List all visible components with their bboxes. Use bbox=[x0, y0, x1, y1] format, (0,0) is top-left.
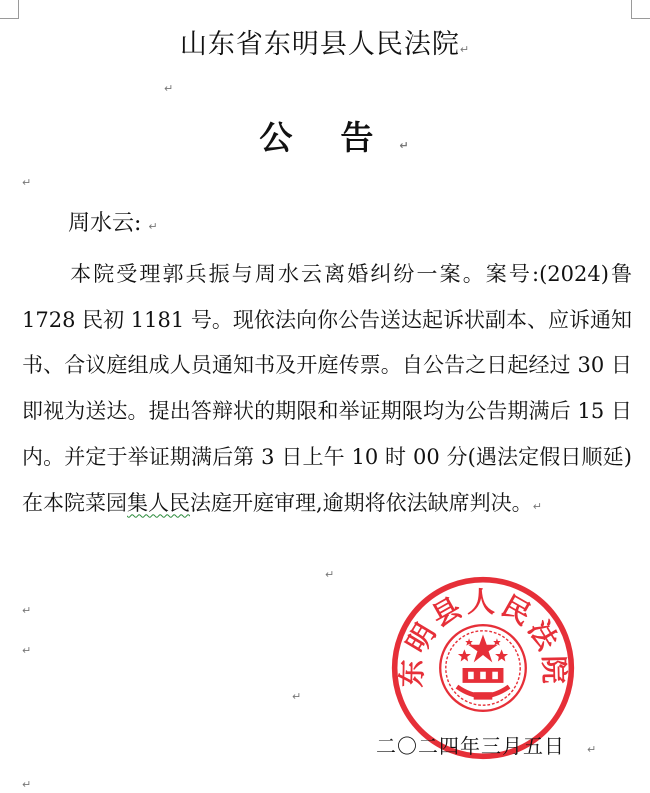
paragraph-mark: ↵ bbox=[292, 690, 302, 703]
addressee: 周水云: ↵ bbox=[68, 211, 158, 236]
seal-text: 东明县人民法院 bbox=[395, 585, 571, 688]
paragraph-mark: ↵ bbox=[22, 778, 32, 791]
notice-date: 二〇二四年三月五日 ↵ bbox=[376, 734, 598, 758]
paragraph-mark: ↵ bbox=[325, 568, 335, 581]
page-corner-mark-right bbox=[631, 0, 650, 19]
notice-heading: 公 告 ↵ bbox=[259, 118, 413, 157]
notice-body: 本院受理郭兵振与周水云离婚纠纷一案。案号:(2024)鲁 1728 民初 1181 号。现依法向你公告送达起诉状副本、应诉通知书、合议庭组成人员通知书及开庭传票。自公告之日起经过 30 日即视为送达。提出答辩状的期限和举证期限均为公告期满后 15 日内。并定于举证期满后第 3 日上午 10 时 00 分(遇法定假日顺延)在本院菜园集人民法庭开庭审理,逾期将依法缺席判决。↵ bbox=[22, 262, 632, 515]
page-corner-mark-left bbox=[0, 0, 19, 19]
paragraph-mark: ↵ bbox=[22, 604, 32, 617]
court-name: 山东省东明县人民法院↵ bbox=[179, 29, 471, 60]
paragraph-mark: ↵ bbox=[22, 176, 32, 189]
paragraph-mark: ↵ bbox=[164, 82, 174, 95]
paragraph-mark: ↵ bbox=[22, 644, 32, 657]
underlined-text: 集人民 bbox=[127, 490, 190, 515]
national-emblem-icon bbox=[440, 625, 526, 711]
